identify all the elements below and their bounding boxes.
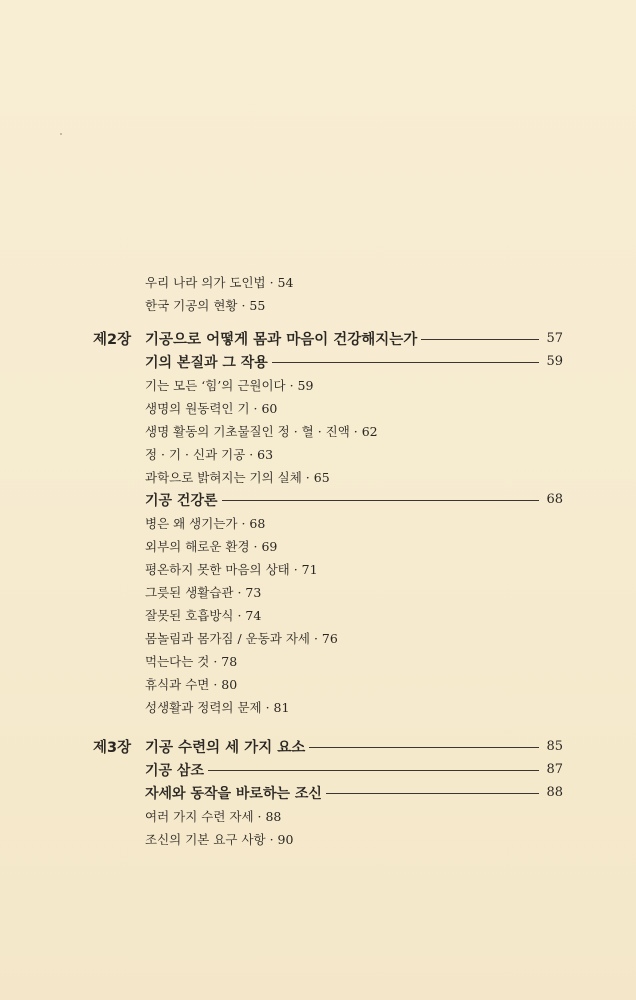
- page-number: 87: [546, 762, 563, 777]
- section-heading[interactable]: [93, 758, 563, 781]
- chapter-number: 제2장: [93, 331, 132, 348]
- toc-entry[interactable]: 병은 왜 생기는가 · 68: [145, 515, 266, 531]
- toc-entry[interactable]: 외부의 해로운 환경 · 69: [145, 538, 278, 554]
- toc-entry[interactable]: 기는 모든 ‘힘’의 근원이다 · 59: [145, 377, 314, 393]
- page-number: 85: [546, 738, 563, 754]
- section-title: 기공 삼조: [145, 762, 204, 779]
- section-title: 자세와 동작을 바로하는 조신: [145, 785, 322, 802]
- dot-leader: [326, 793, 539, 794]
- page-speck: [60, 133, 62, 135]
- toc-entry[interactable]: 먹는다는 것 · 78: [145, 653, 238, 669]
- page-number: 57: [546, 330, 563, 346]
- section-title: 기의 본질과 그 작용: [145, 354, 268, 371]
- page-number: 68: [546, 492, 563, 507]
- toc-entry[interactable]: 잘못된 호흡방식 · 74: [145, 607, 262, 623]
- toc-entry[interactable]: 평온하지 못한 마음의 상태 · 71: [145, 561, 318, 577]
- chapter-number: 제3장: [93, 739, 132, 756]
- toc-entry[interactable]: 휴식과 수면 · 80: [145, 676, 238, 692]
- chapter-title: 기공 수련의 세 가지 요소: [145, 739, 306, 756]
- dot-leader: [222, 500, 540, 501]
- dot-leader: [208, 770, 539, 771]
- section-heading[interactable]: [93, 350, 563, 373]
- chapter-3-heading[interactable]: [93, 734, 563, 758]
- toc-entry[interactable]: 그릇된 생활습관 · 73: [145, 584, 262, 600]
- toc-entry[interactable]: 조신의 기본 요구 사항 · 90: [145, 831, 294, 847]
- dot-leader: [272, 362, 539, 363]
- page-number: 59: [546, 354, 563, 369]
- toc-entry[interactable]: 성생활과 정력의 문제 · 81: [145, 699, 290, 715]
- toc-entry[interactable]: 여러 가지 수련 자세 · 88: [145, 808, 282, 824]
- toc-entry[interactable]: 우리 나라 의가 도인법 · 54: [145, 274, 294, 290]
- section-heading[interactable]: [93, 781, 563, 804]
- chapter-title: 기공으로 어떻게 몸과 마음이 건강해지는가: [145, 331, 418, 348]
- toc-entry[interactable]: 과학으로 밝혀지는 기의 실체 · 65: [145, 469, 330, 485]
- table-of-contents: [93, 270, 563, 850]
- chapter-2-heading[interactable]: [93, 326, 563, 350]
- dot-leader: [309, 747, 539, 748]
- toc-entry[interactable]: 생명의 원동력인 기 · 60: [145, 400, 278, 416]
- toc-entry[interactable]: 몸놀림과 몸가짐 / 운동과 자세 · 76: [145, 630, 338, 646]
- dot-leader: [421, 339, 539, 340]
- section-title: 기공 건강론: [145, 492, 218, 509]
- page-number: 88: [546, 785, 563, 800]
- toc-entry[interactable]: 정 · 기 · 신과 기공 · 63: [145, 446, 274, 462]
- toc-entry[interactable]: 생명 활동의 기초물질인 정 · 혈 · 진액 · 62: [145, 423, 378, 439]
- section-heading[interactable]: [93, 488, 563, 511]
- toc-entry[interactable]: 한국 기공의 현황 · 55: [145, 297, 266, 313]
